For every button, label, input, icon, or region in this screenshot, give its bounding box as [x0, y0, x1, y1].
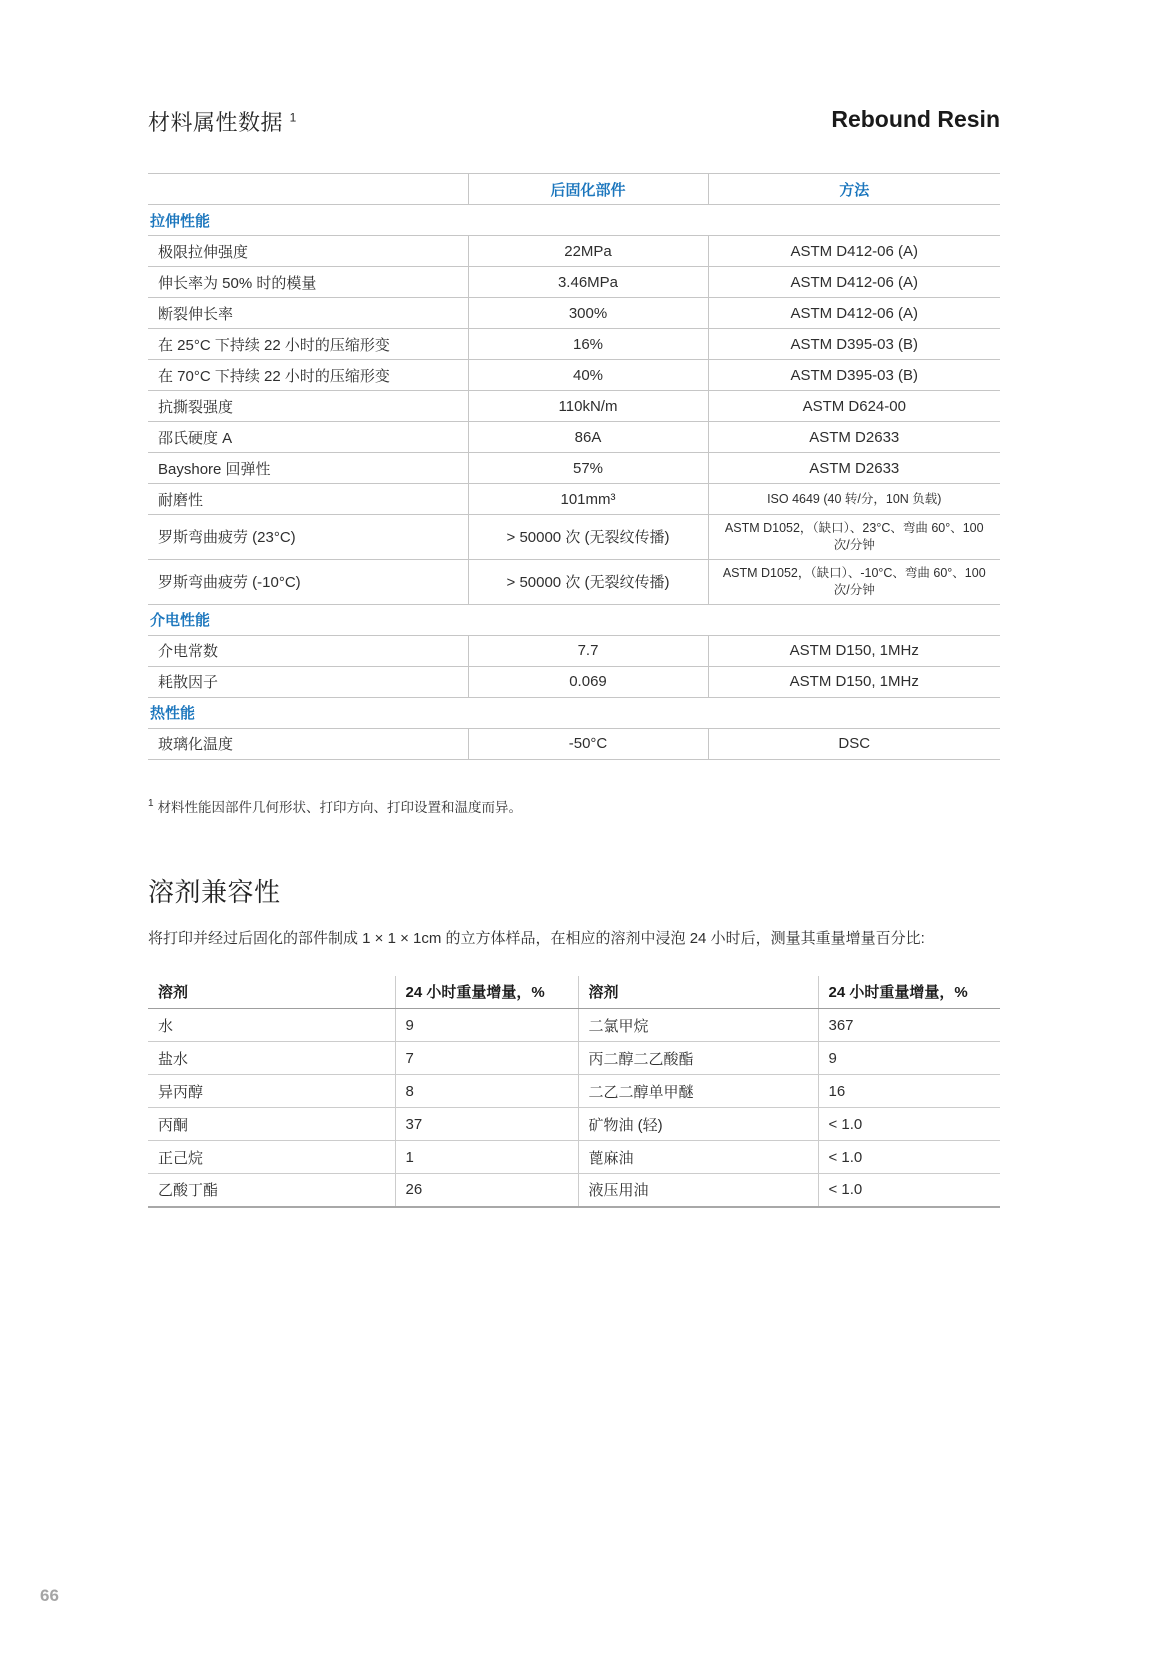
- property-value: 110kN/m: [468, 391, 708, 422]
- property-method: ASTM D624-00: [708, 391, 1000, 422]
- page-content: [148, 0, 1000, 1208]
- section-row: [148, 697, 1000, 728]
- weight-gain-value: 7: [395, 1042, 578, 1075]
- solvent-name: 二乙二醇单甲醚: [578, 1075, 818, 1108]
- solvent-section-description: 将打印并经过后固化的部件制成 1 × 1 × 1cm 的立方体样品，在相应的溶剂中浸泡 24 小时后，测量其重量增量百分比:: [148, 929, 925, 947]
- property-name: 在 70°C 下持续 22 小时的压缩形变: [148, 360, 468, 391]
- solvent-table-header: [148, 976, 1000, 1009]
- table-row: [148, 267, 1000, 298]
- weight-gain-column-header-1: 24 小时重量增量，%: [395, 976, 578, 1009]
- property-name: 邵氏硬度 A: [148, 422, 468, 453]
- property-name: 在 25°C 下持续 22 小时的压缩形变: [148, 329, 468, 360]
- table-row: [148, 1075, 1000, 1108]
- property-name: Bayshore 回弹性: [148, 453, 468, 484]
- weight-gain-value: 8: [395, 1075, 578, 1108]
- property-value: 16%: [468, 329, 708, 360]
- solvent-table-body: [148, 1009, 1000, 1207]
- solvent-name: 乙酸丁酯: [148, 1174, 395, 1207]
- page-title-superscript: 1: [289, 110, 297, 125]
- property-value: 300%: [468, 298, 708, 329]
- property-value: 101mm³: [468, 484, 708, 515]
- property-method: ASTM D2633: [708, 453, 1000, 484]
- table-row: [148, 515, 1000, 560]
- column-header-method: 方法: [708, 174, 1000, 205]
- property-method: ASTM D412-06 (A): [708, 298, 1000, 329]
- table-row: [148, 1108, 1000, 1141]
- empty-header-cell: [148, 174, 468, 205]
- solvent-name: 丙酮: [148, 1108, 395, 1141]
- table-row: [148, 391, 1000, 422]
- solvent-name: 水: [148, 1009, 395, 1042]
- property-name: 玻璃化温度: [148, 728, 468, 759]
- material-properties-table: [148, 173, 1000, 760]
- section-header: 热性能: [148, 697, 1000, 728]
- property-method: ASTM D412-06 (A): [708, 236, 1000, 267]
- table-row: [148, 1042, 1000, 1075]
- doc-header: [148, 106, 1000, 137]
- property-method: ASTM D1052，（缺口）、23°C、弯曲 60°、100 次/分钟: [708, 515, 1000, 560]
- weight-gain-value: < 1.0: [818, 1141, 1000, 1174]
- table-row: [148, 484, 1000, 515]
- property-value: 86A: [468, 422, 708, 453]
- solvent-name: 蓖麻油: [578, 1141, 818, 1174]
- property-name: 耗散因子: [148, 666, 468, 697]
- property-method: DSC: [708, 728, 1000, 759]
- table-row: [148, 1174, 1000, 1207]
- solvent-name: 盐水: [148, 1042, 395, 1075]
- section-row: [148, 604, 1000, 635]
- table-row: [148, 360, 1000, 391]
- property-value: 0.069: [468, 666, 708, 697]
- property-method: ASTM D150, 1MHz: [708, 666, 1000, 697]
- property-method: ASTM D395-03 (B): [708, 360, 1000, 391]
- footnote-marker: 1: [148, 798, 154, 809]
- property-name: 介电常数: [148, 635, 468, 666]
- solvent-name: 二氯甲烷: [578, 1009, 818, 1042]
- property-name: 罗斯弯曲疲劳 (-10°C): [148, 559, 468, 604]
- weight-gain-column-header-2: 24 小时重量增量，%: [818, 976, 1000, 1009]
- table-row: [148, 453, 1000, 484]
- weight-gain-value: 37: [395, 1108, 578, 1141]
- property-name: 断裂伸长率: [148, 298, 468, 329]
- table-row: [148, 422, 1000, 453]
- page-title: [148, 106, 297, 137]
- table-row: [148, 298, 1000, 329]
- weight-gain-value: 16: [818, 1075, 1000, 1108]
- property-value: 40%: [468, 360, 708, 391]
- footnote-text: 材料性能因部件几何形状、打印方向、打印设置和温度而异。: [157, 799, 523, 815]
- table-row: [148, 1009, 1000, 1042]
- weight-gain-value: 1: [395, 1141, 578, 1174]
- property-name: 耐磨性: [148, 484, 468, 515]
- table-row: [148, 635, 1000, 666]
- section-header: 拉伸性能: [148, 205, 1000, 236]
- property-method: ASTM D1052，（缺口）、-10°C、弯曲 60°、100 次/分钟: [708, 559, 1000, 604]
- table-row: [148, 559, 1000, 604]
- property-value: > 50000 次 (无裂纹传播): [468, 559, 708, 604]
- solvent-compatibility-table: [148, 976, 1000, 1208]
- weight-gain-value: 9: [818, 1042, 1000, 1075]
- table-row: [148, 728, 1000, 759]
- material-properties-table-header: [148, 174, 1000, 205]
- property-value: > 50000 次 (无裂纹传播): [468, 515, 708, 560]
- footnote: [148, 796, 1000, 816]
- material-properties-table-body: [148, 205, 1000, 760]
- table-row: [148, 1141, 1000, 1174]
- solvent-section-title: 溶剂兼容性: [148, 876, 281, 907]
- property-method: ASTM D2633: [708, 422, 1000, 453]
- property-method: ASTM D150, 1MHz: [708, 635, 1000, 666]
- weight-gain-value: 367: [818, 1009, 1000, 1042]
- solvent-name: 液压用油: [578, 1174, 818, 1207]
- property-name: 抗撕裂强度: [148, 391, 468, 422]
- section-row: [148, 205, 1000, 236]
- property-value: 3.46MPa: [468, 267, 708, 298]
- solvent-column-header-2: 溶剂: [578, 976, 818, 1009]
- weight-gain-value: 9: [395, 1009, 578, 1042]
- property-name: 极限拉伸强度: [148, 236, 468, 267]
- page-title-text: 材料属性数据: [148, 110, 284, 135]
- table-row: [148, 666, 1000, 697]
- weight-gain-value: < 1.0: [818, 1108, 1000, 1141]
- weight-gain-value: 26: [395, 1174, 578, 1207]
- table-row: [148, 329, 1000, 360]
- solvent-name: 矿物油 (轻): [578, 1108, 818, 1141]
- solvent-name: 异丙醇: [148, 1075, 395, 1108]
- solvent-column-header-1: 溶剂: [148, 976, 395, 1009]
- table-row: [148, 236, 1000, 267]
- property-name: 伸长率为 50% 时的模量: [148, 267, 468, 298]
- property-value: 22MPa: [468, 236, 708, 267]
- property-value: -50°C: [468, 728, 708, 759]
- weight-gain-value: < 1.0: [818, 1174, 1000, 1207]
- solvent-name: 丙二醇二乙酸酯: [578, 1042, 818, 1075]
- property-name: 罗斯弯曲疲劳 (23°C): [148, 515, 468, 560]
- property-method: ASTM D412-06 (A): [708, 267, 1000, 298]
- property-value: 57%: [468, 453, 708, 484]
- column-header-postcured: 后固化部件: [468, 174, 708, 205]
- solvent-name: 正己烷: [148, 1141, 395, 1174]
- page-number: 66: [40, 1586, 59, 1605]
- section-header: 介电性能: [148, 604, 1000, 635]
- property-value: 7.7: [468, 635, 708, 666]
- property-method: ISO 4649 (40 转/分，10N 负载): [708, 484, 1000, 515]
- product-name: Rebound Resin: [831, 106, 1000, 132]
- property-method: ASTM D395-03 (B): [708, 329, 1000, 360]
